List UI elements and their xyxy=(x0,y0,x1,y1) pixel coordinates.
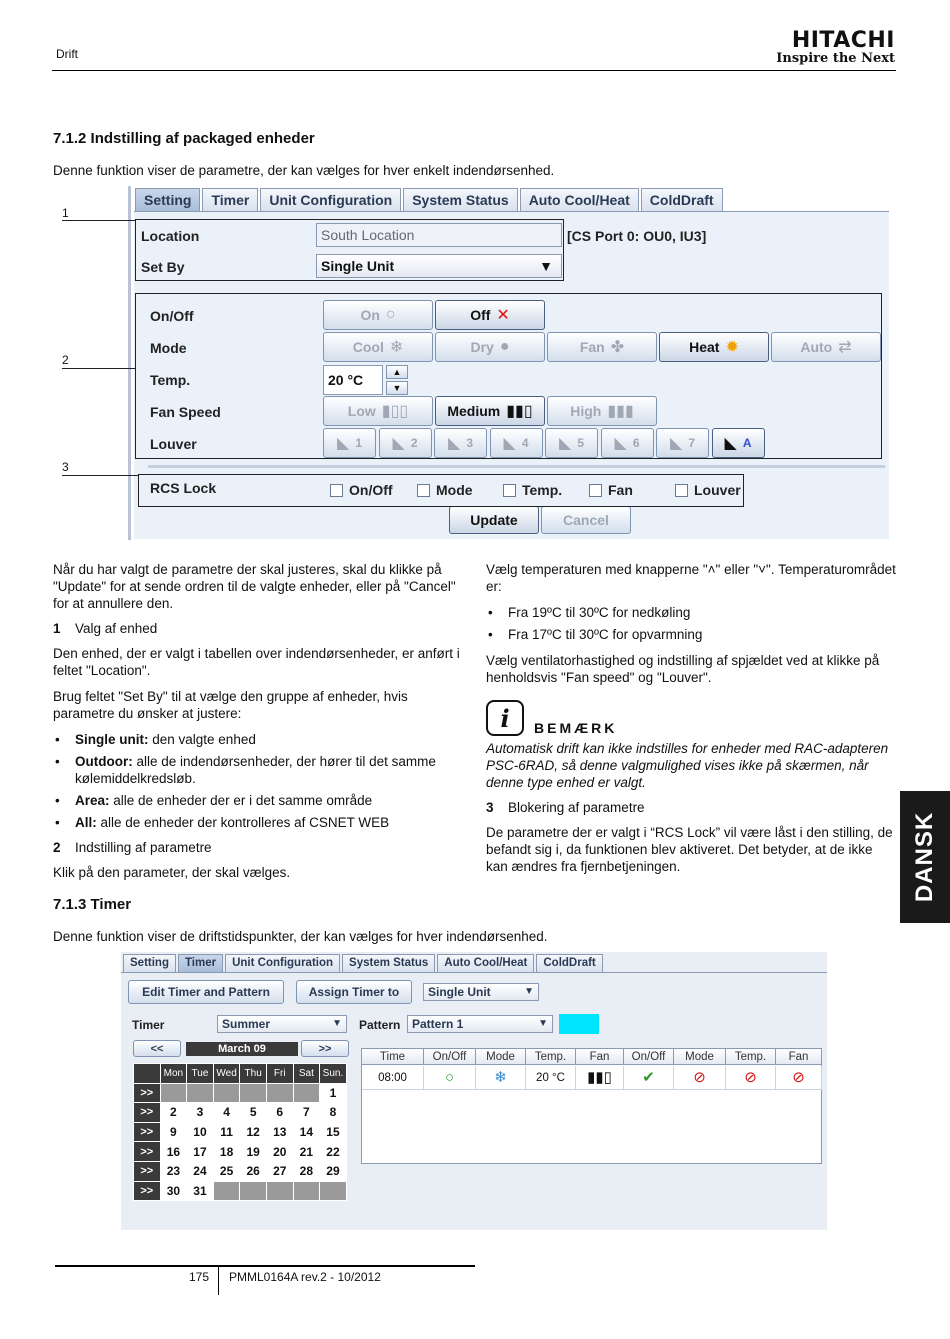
list-item-text: alle de enheder der er i det samme område xyxy=(109,793,373,808)
louver-icon: ◣ xyxy=(392,435,405,452)
calendar-week-row xyxy=(134,1103,347,1123)
cycle-icon: ⇄ xyxy=(838,339,852,356)
tab-timer[interactable]: Timer xyxy=(178,954,223,972)
grid-cell[interactable] xyxy=(362,1066,424,1090)
calendar-day[interactable]: 5 xyxy=(240,1103,267,1123)
section-title-712: 7.1.2 Indstilling af packaged enheder xyxy=(53,130,315,147)
numbered-text: Valg af enhed xyxy=(75,621,158,636)
chevron-down-icon: ▼ xyxy=(524,986,534,997)
list-item-term: All: xyxy=(75,815,97,830)
empty-day xyxy=(213,1083,240,1103)
number: 3 xyxy=(486,800,494,815)
empty-day xyxy=(240,1083,267,1103)
grid-header: Mode xyxy=(674,1049,726,1065)
numbered-text: Blokering af parametre xyxy=(508,800,645,815)
temp-label: Temp. xyxy=(150,372,191,388)
calendar-day[interactable]: 31 xyxy=(187,1181,214,1201)
tab-auto-cool-heat[interactable]: Auto Cool/Heat xyxy=(437,954,534,972)
document-id: PMML0164A rev.2 - 10/2012 xyxy=(229,1270,381,1284)
weekday-header: Mon xyxy=(160,1064,187,1084)
grid-cell[interactable] xyxy=(576,1066,624,1090)
grid-header: Temp. xyxy=(526,1049,576,1065)
grid-header: Time xyxy=(362,1049,424,1065)
timer-label: Timer xyxy=(132,1018,165,1032)
temp-cell: 20 °C xyxy=(536,1072,565,1084)
fan-icon: ✤ xyxy=(610,339,625,356)
location-field: South Location xyxy=(316,223,562,247)
calendar-day[interactable]: 26 xyxy=(240,1161,267,1181)
louver-label: 5 xyxy=(577,436,584,450)
empty-day xyxy=(240,1181,267,1201)
louver-label: A xyxy=(742,436,752,450)
calendar-day[interactable]: 22 xyxy=(320,1142,347,1162)
note-header xyxy=(486,700,896,736)
bars-high-icon: ▮▮▮ xyxy=(607,403,634,420)
language-label: DANSK xyxy=(911,811,938,903)
chevron-down-icon: ▼ xyxy=(539,258,553,274)
off-label: Off xyxy=(470,307,491,323)
empty-day xyxy=(160,1083,187,1103)
louver-label: 4 xyxy=(521,436,529,450)
calendar-day[interactable]: 25 xyxy=(213,1161,240,1181)
assign-timer-button[interactable]: Assign Timer to xyxy=(296,980,412,1004)
fan-medium-label: Medium xyxy=(447,403,501,419)
calendar-day[interactable]: 17 xyxy=(187,1142,214,1162)
louver-label: 3 xyxy=(466,436,473,450)
divider xyxy=(148,465,885,468)
calendar-day[interactable]: 8 xyxy=(320,1103,347,1123)
calendar-day[interactable]: 21 xyxy=(293,1142,320,1162)
calendar-day[interactable]: 13 xyxy=(266,1122,293,1142)
select-week-button[interactable]: >> xyxy=(134,1161,161,1181)
prohibited-icon: ⊘ xyxy=(744,1069,757,1086)
location-info: [CS Port 0: OU0, IU3] xyxy=(567,228,707,244)
select-week-button[interactable]: >> xyxy=(134,1103,161,1123)
louver-label: 6 xyxy=(632,436,640,450)
grid-cell[interactable] xyxy=(526,1066,576,1090)
prohibited-icon: ⊘ xyxy=(693,1069,706,1086)
tab-timer[interactable]: Timer xyxy=(202,188,258,212)
weekday-header: Fri xyxy=(266,1064,293,1084)
calendar-day[interactable]: 23 xyxy=(160,1161,187,1181)
on-label: On xyxy=(360,307,380,323)
setby-value: Single Unit xyxy=(321,258,395,274)
timer-value: Summer xyxy=(222,1017,271,1031)
empty-day xyxy=(187,1083,214,1103)
louver-label: 1 xyxy=(355,436,362,450)
number: 2 xyxy=(53,840,61,855)
numbered-text: Indstilling af parametre xyxy=(75,840,212,855)
sun-icon: ✹ xyxy=(725,339,739,356)
pattern-select[interactable] xyxy=(407,1015,553,1033)
tab-colddraft[interactable]: ColdDraft xyxy=(536,954,602,972)
rcs-lock-label: RCS Lock xyxy=(150,480,217,496)
tab-setting[interactable]: Setting xyxy=(123,954,176,972)
calendar-day[interactable]: 29 xyxy=(320,1161,347,1181)
edit-timer-button[interactable]: Edit Timer and Pattern xyxy=(128,980,284,1004)
grid-cell[interactable] xyxy=(424,1066,476,1090)
settings-tabs xyxy=(135,188,725,212)
louver-label: Louver xyxy=(150,436,197,452)
rcs-fan-label: Fan xyxy=(608,482,633,498)
weekday-header: Sun. xyxy=(320,1064,347,1084)
weekday-header: Wed xyxy=(213,1064,240,1084)
fan-high-label: High xyxy=(570,403,602,419)
tab-setting[interactable]: Setting xyxy=(135,188,200,212)
empty-day xyxy=(213,1181,240,1201)
calendar-day[interactable]: 24 xyxy=(187,1161,214,1181)
louver-label: 2 xyxy=(410,436,418,450)
calendar-day[interactable]: 14 xyxy=(293,1122,320,1142)
callout-2: 2 xyxy=(62,353,69,367)
mode-dry-label: Dry xyxy=(470,339,494,355)
rcs-louver-label: Louver xyxy=(694,482,741,498)
assign-select[interactable] xyxy=(423,983,539,1001)
louver-icon: ◣ xyxy=(614,435,627,452)
paragraph: Brug feltet "Set By" til at vælge den gruppe af enheder, hvis parametre du ønsker at justere: xyxy=(53,689,408,721)
list-item xyxy=(53,753,463,787)
calendar-day[interactable]: 28 xyxy=(293,1161,320,1181)
list-item xyxy=(53,792,463,809)
fan-low-label: Low xyxy=(347,403,376,419)
temp-field[interactable]: 20 °C xyxy=(323,365,383,395)
calendar-day[interactable]: 15 xyxy=(320,1122,347,1142)
hitachi-logo xyxy=(776,30,895,66)
calendar-corner xyxy=(134,1064,161,1084)
empty-day xyxy=(293,1181,320,1201)
setby-label: Set By xyxy=(141,259,185,275)
paragraph: De parametre der er valgt i “RCS Lock” vil være låst i den stilling, de befandt sig i, da funktionen blev aktiveret. Det betyder, at de ikke kan ændres fra fjernbetjeningen. xyxy=(486,825,893,874)
mode-cool-label: Cool xyxy=(352,339,384,355)
grid-header: Mode xyxy=(476,1049,526,1065)
callout-line-1 xyxy=(62,220,135,221)
callout-line-2 xyxy=(62,368,135,369)
language-tab xyxy=(900,791,950,923)
timer-grid xyxy=(361,1048,822,1164)
grid-cell[interactable] xyxy=(624,1066,674,1090)
chevron-down-icon: ▼ xyxy=(538,1018,548,1029)
section-intro-713: Denne funktion viser de driftstidspunkter, der kan vælges for hver indendørsenhed. xyxy=(53,929,548,944)
calendar-day[interactable]: 4 xyxy=(213,1103,240,1123)
bullet-list xyxy=(53,731,463,831)
note-title: BEMÆRK xyxy=(534,720,618,736)
mode-fan-label: Fan xyxy=(579,339,605,355)
list-item-text: alle de enheder der kontrolleres af CSNET WEB xyxy=(96,815,390,830)
bars-medium-icon: ▮▮▯ xyxy=(506,403,533,420)
select-week-button[interactable]: >> xyxy=(134,1083,161,1103)
list-item-term: Area: xyxy=(75,793,110,808)
close-icon: ✕ xyxy=(496,307,510,324)
calendar-day[interactable]: 10 xyxy=(187,1122,214,1142)
note-body: Automatisk drift kan ikke indstilles for enheder med RAC-adapteren PSC-6RAD, så denne valgmulighed vises ikke på skærmen, når denne type enhed er valgt. xyxy=(486,741,889,790)
list-item-text: den valgte enhed xyxy=(148,732,256,747)
empty-day xyxy=(266,1083,293,1103)
tab-unit-configuration[interactable]: Unit Configuration xyxy=(225,954,340,972)
tab-system-status[interactable]: System Status xyxy=(403,188,517,212)
section-title-713: 7.1.3 Timer xyxy=(53,896,132,913)
select-week-button[interactable]: >> xyxy=(134,1142,161,1162)
grid-cell[interactable] xyxy=(726,1066,776,1090)
calendar-week-row xyxy=(134,1083,347,1103)
pattern-value: Pattern 1 xyxy=(412,1017,464,1031)
calendar-day[interactable]: 16 xyxy=(160,1142,187,1162)
calendar-day[interactable]: 9 xyxy=(160,1122,187,1142)
month-label: March 09 xyxy=(186,1042,298,1056)
list-item-term: Single unit: xyxy=(75,732,149,747)
calendar-week-row xyxy=(134,1142,347,1162)
calendar-day[interactable]: 11 xyxy=(213,1122,240,1142)
brand-tagline: Inspire the Next xyxy=(776,51,895,66)
calendar-day[interactable]: 30 xyxy=(160,1181,187,1201)
numbered-heading-1 xyxy=(53,621,463,636)
calendar-day[interactable]: 3 xyxy=(187,1103,214,1123)
rcs-mode-label: Mode xyxy=(436,482,473,498)
numbered-heading-2 xyxy=(53,840,463,855)
right-column xyxy=(486,561,896,884)
prev-month-button[interactable]: << xyxy=(133,1040,181,1057)
circle-icon: ○ xyxy=(385,306,396,323)
bullet-list xyxy=(486,604,896,643)
select-week-button[interactable]: >> xyxy=(134,1122,161,1142)
rcs-onoff-label: On/Off xyxy=(349,482,393,498)
callout-box-2 xyxy=(135,293,882,459)
calendar-week-row xyxy=(134,1161,347,1181)
list-item xyxy=(53,731,463,748)
calendar-day[interactable]: 2 xyxy=(160,1103,187,1123)
louver-icon: ◣ xyxy=(724,435,737,452)
page-number: 175 xyxy=(189,1270,210,1284)
onoff-label: On/Off xyxy=(150,308,194,324)
info-icon: i xyxy=(486,700,524,736)
callout-3: 3 xyxy=(62,460,69,474)
grid-header: Fan xyxy=(576,1049,624,1065)
grid-header: Temp. xyxy=(726,1049,776,1065)
calendar-day[interactable]: 27 xyxy=(266,1161,293,1181)
section-intro-712: Denne funktion viser de parametre, der kan vælges for hver enkelt indendørsenhed. xyxy=(53,163,555,178)
update-button[interactable]: Update xyxy=(449,506,539,534)
paragraph: Vælg temperaturen med knapperne "˄" eller "˅". Temperaturområdet er: xyxy=(486,562,896,594)
tab-colddraft[interactable]: ColdDraft xyxy=(641,188,723,212)
snowflake-icon: ❄ xyxy=(494,1069,507,1086)
fan-speed-label: Fan Speed xyxy=(150,404,221,420)
paragraph: Den enhed, der er valgt i tabellen over indendørsenheder, er anført i feltet "Location". xyxy=(53,646,460,678)
list-item-term: Outdoor: xyxy=(75,754,133,769)
weekday-header: Sat xyxy=(293,1064,320,1084)
grid-cell[interactable] xyxy=(476,1066,526,1090)
prohibited-icon: ⊘ xyxy=(792,1069,805,1086)
list-item xyxy=(53,814,463,831)
brand-name: HITACHI xyxy=(791,28,895,53)
pattern-label: Pattern xyxy=(359,1018,401,1032)
list-item: • Fra 19ºC til 30ºC for nedkøling xyxy=(486,604,896,621)
time-cell: 08:00 xyxy=(378,1072,407,1084)
paragraph: Når du har valgt de parametre der skal justeres, skal du klikke på "Update" for at sende ordren til de valgte enheder, eller på "Cancel" for at annullere den. xyxy=(53,562,456,611)
calendar xyxy=(133,1063,347,1201)
mode-auto-label: Auto xyxy=(800,339,833,355)
weekday-header: Thu xyxy=(240,1064,267,1084)
tab-auto-cool-heat[interactable]: Auto Cool/Heat xyxy=(520,188,639,212)
bars-low-icon: ▮▯▯ xyxy=(381,403,409,420)
paragraph: Klik på den parameter, der skal vælges. xyxy=(53,865,291,880)
louver-icon: ◣ xyxy=(337,435,350,452)
calendar-week-row xyxy=(134,1181,347,1201)
calendar-day[interactable]: 7 xyxy=(293,1103,320,1123)
numbered-heading-3 xyxy=(486,800,896,815)
callout-1: 1 xyxy=(62,206,69,220)
grid-cell[interactable] xyxy=(674,1066,726,1090)
number: 1 xyxy=(53,621,61,636)
louver-icon: ◣ xyxy=(559,435,572,452)
footer-rule xyxy=(55,1265,475,1267)
mode-label: Mode xyxy=(150,340,187,356)
divider xyxy=(121,972,827,973)
list-item-text: alle de indendørsenheder, der hører til det samme kølemiddelkredsløb. xyxy=(75,754,436,786)
timer-tabs xyxy=(123,954,605,972)
callout-line-3 xyxy=(62,475,138,476)
header-section: Drift xyxy=(56,47,78,61)
location-label: Location xyxy=(141,228,200,244)
chevron-down-icon: ▼ xyxy=(392,383,402,393)
chevron-up-icon: ▲ xyxy=(392,367,402,377)
empty-day xyxy=(320,1181,347,1201)
tab-system-status[interactable]: System Status xyxy=(342,954,435,972)
grid-header: On/Off xyxy=(624,1049,674,1065)
louver-icon: ◣ xyxy=(503,435,516,452)
empty-day xyxy=(266,1181,293,1201)
tab-unit-configuration[interactable]: Unit Configuration xyxy=(260,188,401,212)
calendar-day[interactable]: 18 xyxy=(213,1142,240,1162)
cancel-button[interactable]: Cancel xyxy=(541,506,631,534)
calendar-header-row xyxy=(134,1064,347,1084)
bars-medium-icon: ▮▮▯ xyxy=(587,1069,612,1086)
louver-label: 7 xyxy=(688,436,695,450)
pattern-color-swatch[interactable] xyxy=(559,1014,599,1034)
footer-divider xyxy=(218,1267,219,1295)
calendar-week-row xyxy=(134,1122,347,1142)
droplet-icon: ● xyxy=(499,338,510,355)
louver-icon: ◣ xyxy=(670,435,683,452)
snowflake-icon: ❄ xyxy=(389,339,404,356)
next-month-button[interactable]: >> xyxy=(301,1040,349,1057)
grid-header: Fan xyxy=(776,1049,822,1065)
callout-box-1 xyxy=(135,219,564,281)
list-item: • Fra 17ºC til 30ºC for opvarmning xyxy=(486,626,896,643)
check-icon: ✔ xyxy=(642,1069,655,1086)
mode-heat-label: Heat xyxy=(689,339,720,355)
calendar-day[interactable]: 1 xyxy=(320,1083,347,1103)
assign-value: Single Unit xyxy=(428,985,491,999)
calendar-day[interactable]: 19 xyxy=(240,1142,267,1162)
timer-select[interactable] xyxy=(217,1015,347,1033)
callout-box-3 xyxy=(138,474,744,507)
empty-day xyxy=(293,1083,320,1103)
select-week-button[interactable]: >> xyxy=(134,1181,161,1201)
louver-icon: ◣ xyxy=(448,435,461,452)
grid-cell[interactable] xyxy=(776,1066,822,1090)
weekday-header: Tue xyxy=(187,1064,214,1084)
calendar-day[interactable]: 6 xyxy=(266,1103,293,1123)
on-icon: ○ xyxy=(444,1069,455,1086)
calendar-day[interactable]: 20 xyxy=(266,1142,293,1162)
rcs-temp-label: Temp. xyxy=(522,482,563,498)
paragraph: Vælg ventilatorhastighed og indstilling af spjældet ved at klikke på henholdsvis "Fan speed" og "Louver". xyxy=(486,653,880,685)
grid-header: On/Off xyxy=(424,1049,476,1065)
header-rule xyxy=(52,70,896,71)
left-column xyxy=(53,561,463,890)
chevron-down-icon: ▼ xyxy=(332,1018,342,1029)
calendar-day[interactable]: 12 xyxy=(240,1122,267,1142)
